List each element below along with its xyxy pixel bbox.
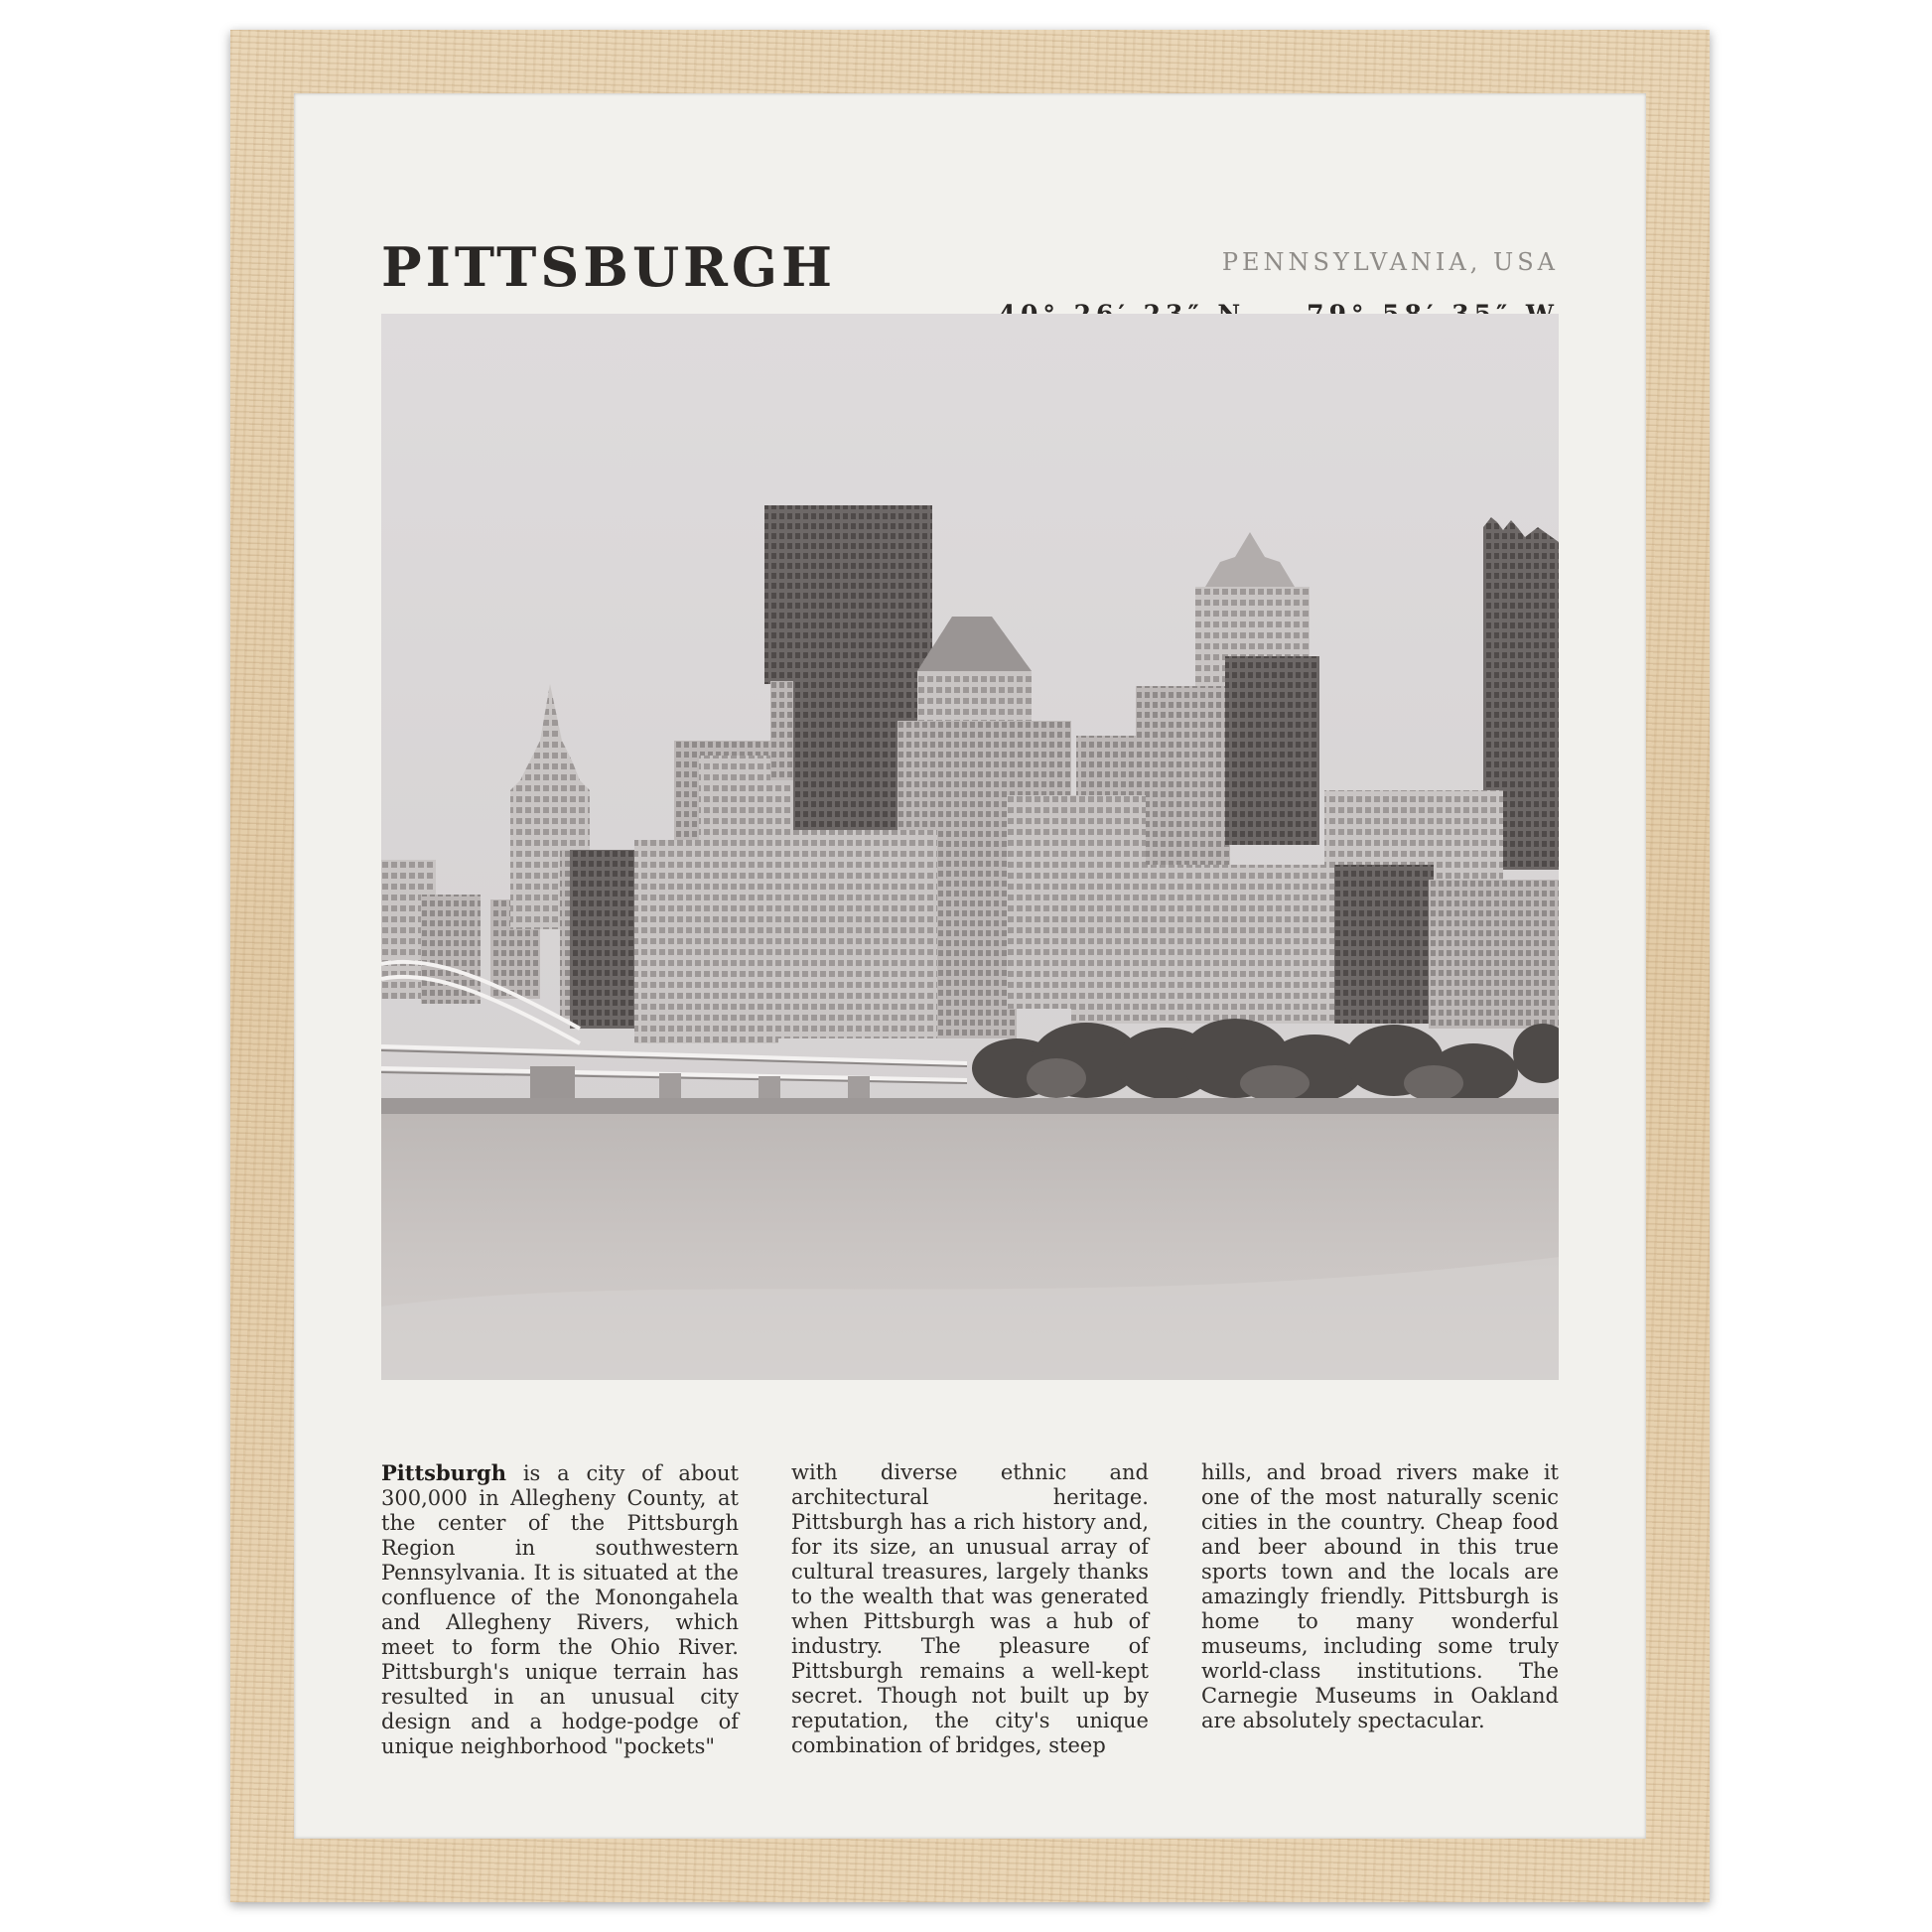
skyline-photo xyxy=(381,314,1559,1380)
description-column-1 xyxy=(381,1460,739,1759)
region-label: PENNSYLVANIA, USA xyxy=(1221,248,1559,276)
poster-mat xyxy=(294,93,1646,1839)
wood-frame xyxy=(230,30,1710,1902)
description xyxy=(381,1460,1559,1759)
column-1-text: is a city of about 300,000 in Allegheny County, at the center of the Pittsburgh Region in southwestern Pennsylvania. It is situated at the confluence of the Monongahela and Allegheny Rivers, which meet to form the Ohio River. Pittsburgh's unique terrain has resulted in an unusual city design and a hodge-podge of unique neighborhood "pockets" xyxy=(381,1461,739,1758)
description-column-2: with diverse ethnic and architectural heritage. Pittsburgh has a rich history and, for its size, an unusual array of cultural treasures, largely thanks to the wealth that was generated when Pittsburgh was a hub of industry. The pleasure of Pittsburgh remains a well-kept secret. Though not built up by reputation, the city's unique combination of bridges, steep xyxy=(791,1460,1149,1757)
city-title: PITTSBURGH xyxy=(381,235,837,299)
description-column-3: hills, and broad rivers make it one of the most naturally scenic cities in the country. Cheap food and beer abound in this true sports town and the locals are amazingly friendly. Pittsburgh is home to many wonderful museums, including some truly world-class institutions. The Carnegie Museums in Oakland are absolutely spectacular. xyxy=(1201,1460,1559,1732)
lead-word: Pittsburgh xyxy=(381,1460,506,1485)
